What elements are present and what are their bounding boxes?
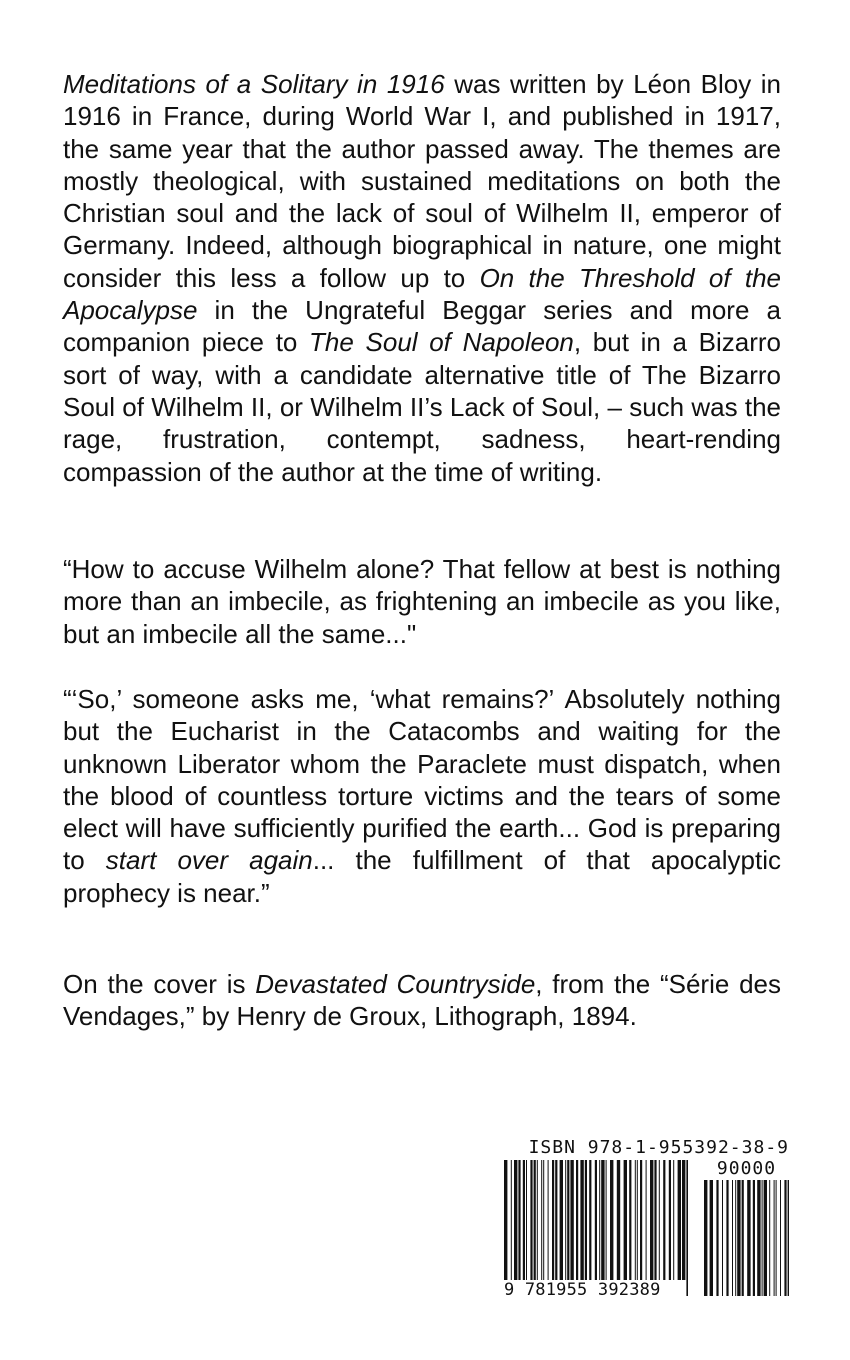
barcode-bar (530, 1160, 532, 1296)
barcode-bar (595, 1160, 597, 1296)
text-span: the earth... God is preparing to (63, 813, 782, 876)
barcode-bar (576, 1160, 578, 1296)
barcode-bar (742, 1180, 744, 1296)
text-span: nothing but the Eucharist in the Catacombs and waiting for the unknown Liberator whom the Paraclete must (63, 684, 781, 779)
isbn-label: ISBN 978-1-955392-38-9 (528, 1137, 789, 1158)
barcode-bar (686, 1160, 688, 1296)
barcode-bar (659, 1160, 660, 1296)
barcode-bar (774, 1180, 775, 1296)
barcode-bar (722, 1180, 723, 1296)
ean-digits: 9 781955 392389 (504, 1280, 686, 1300)
text-span: On the cover is (63, 969, 256, 999)
text-span: “‘So,’ someone asks me, ‘what remains?’ (63, 684, 565, 714)
barcode-bar (570, 1160, 573, 1296)
barcode-bar (589, 1160, 591, 1296)
price-code: 90000 (716, 1158, 777, 1179)
barcode-bar (673, 1160, 674, 1296)
barcode-bar (776, 1180, 777, 1296)
barcode-bar (650, 1160, 653, 1296)
bold-span: des Vendages,” by Henry de Groux, Lithograph, 1894. (63, 969, 781, 1032)
barcode-bar (511, 1160, 512, 1296)
barcode-bar (726, 1180, 728, 1296)
blurb-paragraph-1 (63, 68, 781, 488)
italic-emphasis: start over again (105, 845, 313, 876)
text-span: ... the fulfillment of that apocalyptic prophecy is near.” (63, 845, 781, 908)
barcode-bar (735, 1180, 736, 1296)
barcode-bar (548, 1160, 549, 1296)
barcode-bar (637, 1160, 638, 1296)
barcode-bar (704, 1180, 707, 1296)
barcode-bar (541, 1160, 542, 1296)
text-span: was written by Léon Bloy in 1916 in France, during World War I, and published in 1917, the same year that the author passed away. The themes are mostly theological, with sustained meditations on both the Christian soul and the lack of soul of Wilhelm II, emperor of Germany. Indeed, although biographical in nature, one might consider this (63, 69, 781, 293)
barcode-bar (567, 1160, 569, 1296)
barcode-bar (624, 1160, 627, 1296)
blurb-paragraph-2: “How to accuse Wilhelm alone? That fellow at best is nothing more than an imbecile, as frightening an imbecile as you like, but an imbecile all the same..." (63, 554, 781, 649)
barcode-bar (580, 1160, 583, 1296)
barcode-bar (534, 1160, 536, 1296)
barcode-bar (537, 1160, 538, 1296)
book-title: Meditations of a Solitary in 1916 (63, 69, 445, 99)
text-span: in the Ungrateful Beggar series and more a companion piece to (63, 295, 781, 358)
barcode-bar (565, 1160, 566, 1296)
barcode-bar (654, 1160, 656, 1296)
barcode-bar (788, 1180, 789, 1296)
barcode-bar (753, 1180, 755, 1296)
blurb-paragraph-3 (63, 683, 781, 909)
barcode-bar (518, 1160, 520, 1296)
barcode-bar (716, 1180, 718, 1296)
barcode-bar (710, 1180, 713, 1296)
barcode-bar (610, 1160, 613, 1296)
barcode-bar (769, 1180, 770, 1296)
barcode-bar (552, 1160, 554, 1296)
italic-title: On the Threshold of the Apocalypse (63, 262, 782, 326)
barcode-bar (780, 1180, 781, 1296)
barcode-bar (599, 1160, 600, 1296)
barcode-bar (747, 1180, 750, 1296)
barcode-bar (555, 1160, 557, 1296)
barcode-bar (737, 1180, 740, 1296)
text-span: , but in a Bizarro sort of way, with a candidate alternative title of The Bizarro Soul of Wilhelm II, or Wilhelm II’s Lack of Soul, – such was the rage, frustration, contempt, sadness, heart-rending compassion of the author at the time of writing. (63, 327, 781, 487)
barcode-bar (762, 1180, 763, 1296)
barcode-bar (629, 1160, 631, 1296)
bold-span: Absolutely (564, 684, 685, 714)
barcode-bar (635, 1160, 636, 1296)
bold-span: dispatch, when the blood of countless torture victims and the tears of some elect will have sufficiently purified (63, 748, 781, 844)
bold-span: less a follow up to (230, 262, 480, 293)
italic-title: The Soul of Napoleon (309, 327, 574, 358)
barcode-bar (606, 1160, 607, 1296)
barcode-bar (601, 1160, 604, 1296)
barcode-bar (514, 1160, 517, 1296)
barcode-bar (784, 1180, 786, 1296)
barcode-bar (669, 1160, 671, 1296)
barcode-bar (682, 1160, 685, 1296)
barcode-bar (646, 1160, 647, 1296)
barcode-bar (678, 1160, 681, 1296)
text-span: , from the “Série (535, 969, 740, 999)
artwork-title: Devastated Countryside (255, 969, 536, 999)
barcode-bar (757, 1180, 760, 1296)
barcode-bar (585, 1160, 587, 1296)
barcode-bar (560, 1160, 563, 1296)
barcode-bar (663, 1160, 665, 1296)
barcode-bar (764, 1180, 767, 1296)
barcode-bar (504, 1160, 507, 1296)
barcode-bar (617, 1160, 620, 1296)
barcode-bar (526, 1160, 527, 1296)
barcode-bar (732, 1180, 733, 1296)
barcode-bar (543, 1160, 544, 1296)
barcode-bar (640, 1160, 642, 1296)
isbn-barcode (504, 1138, 789, 1304)
cover-credit-paragraph (63, 968, 781, 1033)
barcode-bar (523, 1160, 525, 1296)
